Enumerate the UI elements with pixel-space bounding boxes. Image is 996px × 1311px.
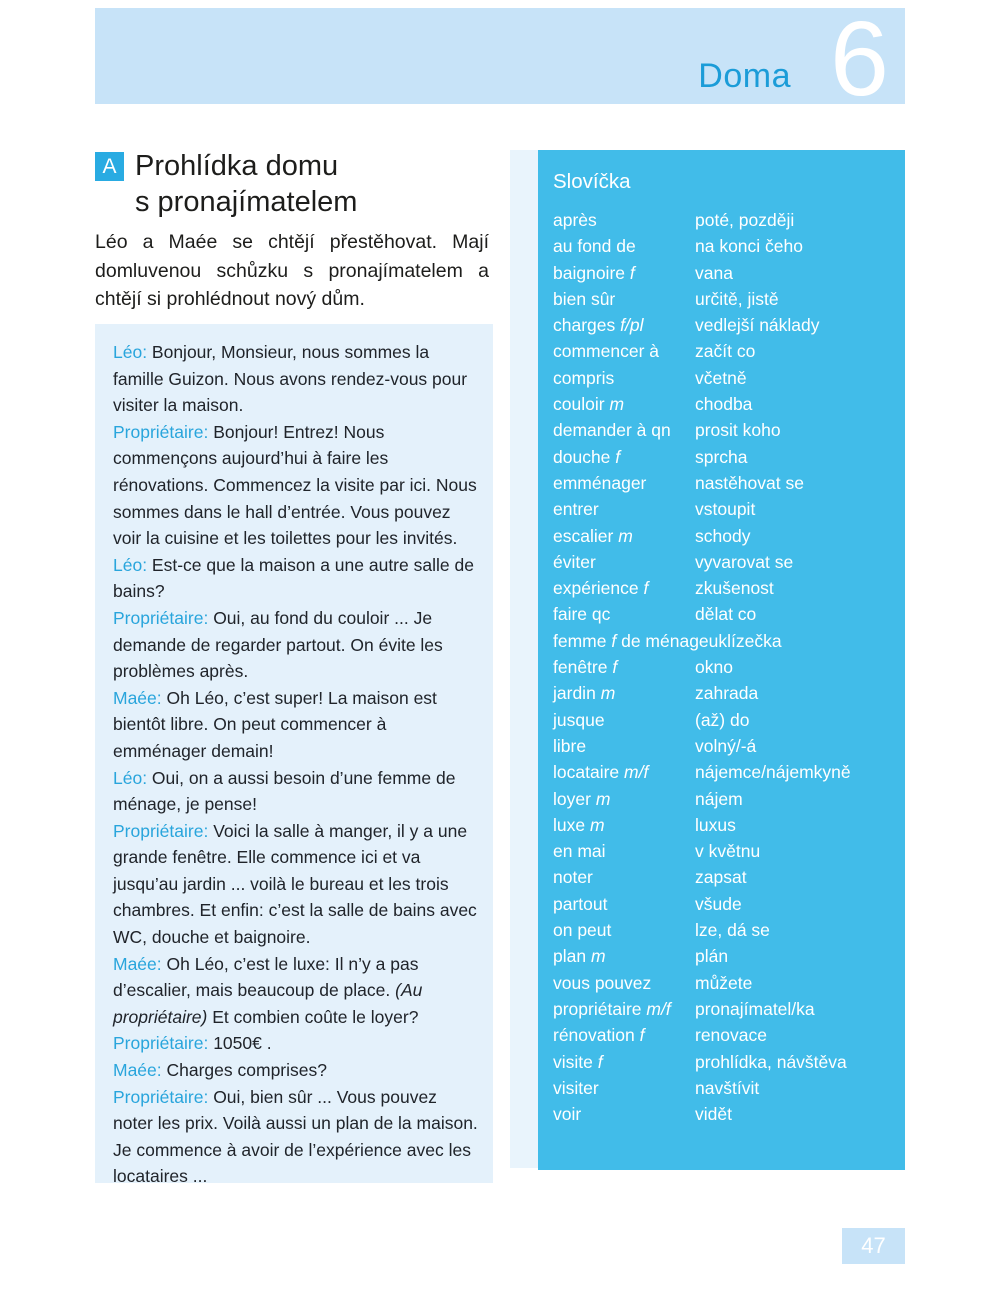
vocab-french-term: locataire m/f [553, 762, 649, 783]
vocab-row [553, 444, 897, 470]
vocab-row [553, 470, 897, 496]
dialogue-entry: Propriétaire: Oui, au fond du couloir ... Je demande de regarder partout. On évite les problèmes après. [113, 607, 443, 682]
section-title-line2: s pronajímatelem [135, 186, 358, 218]
dialogue-speaker: Propriétaire: [113, 1033, 209, 1054]
vocab-french-term: éviter [553, 551, 596, 572]
section-heading [95, 148, 495, 220]
vocab-row [553, 812, 897, 838]
vocab-row [553, 943, 897, 969]
vocab-french-term: expérience f [553, 578, 649, 599]
vocab-czech-translation: dělat co [695, 604, 757, 625]
vocab-czech-translation: včetně [695, 367, 747, 388]
vocab-row [553, 759, 897, 785]
vocab-row [553, 891, 897, 917]
chapter-number: 6 [830, 0, 889, 118]
page-number: 47 [861, 1233, 886, 1258]
vocab-czech-translation: vana [695, 262, 733, 283]
vocab-row [553, 1075, 897, 1101]
vocab-row [553, 233, 897, 259]
vocab-czech-translation: chodba [695, 394, 753, 415]
dialogue-entry: Propriétaire: Bonjour! Entrez! Nous commençons aujourd’hui à faire les rénovations. Commencez la visite par ici. Nous sommes dans le hall d’entrée. Vous pouvez voir la cuisine et les toilettes pour les invités. [113, 421, 477, 549]
dialogue-stage-direction: (Au propriétaire) [113, 980, 423, 1027]
vocab-french-term: charges f/pl [553, 315, 644, 336]
dialogue-speaker: Propriétaire: [113, 421, 209, 442]
vocab-czech-translation: zahrada [695, 683, 759, 704]
section-title-line1: Prohlídka domu [135, 150, 339, 182]
vocab-gender-marker: m/f [624, 762, 649, 783]
vocab-czech-translation: vidět [695, 1104, 732, 1125]
vocab-czech-translation: nastěhovat se [695, 472, 804, 493]
vocab-row [553, 312, 897, 338]
vocab-french-term: propriétaire m/f [553, 998, 671, 1019]
vocab-row [553, 575, 897, 601]
dialogue-speaker: Propriétaire: [113, 1086, 209, 1107]
vocab-gender-marker: f [611, 630, 617, 651]
vocab-french-term: partout [553, 893, 608, 914]
vocab-czech-translation: na konci čeho [695, 236, 803, 257]
dialogue-entry: Léo: Oui, on a aussi besoin d’une femme de ménage, je pense! [113, 767, 456, 815]
vocab-french-term: jusque [553, 709, 605, 730]
vocab-czech-translation: luxus [695, 814, 736, 835]
vocab-row [553, 417, 897, 443]
vocab-gender-marker: f [597, 1051, 603, 1072]
vocab-french-term: escalier m [553, 525, 633, 546]
dialogue-entry: Propriétaire: Oui, bien sûr ... Vous pouvez noter les prix. Voilà aussi un plan de la maison. Je commence à avoir de l’expérience avec les locataires ... [113, 1086, 478, 1187]
vocab-row [553, 260, 897, 286]
vocab-row [553, 680, 897, 706]
vocab-czech-translation: v květnu [695, 841, 761, 862]
vocab-row [553, 707, 897, 733]
vocab-czech-translation: vyvarovat se [695, 551, 794, 572]
vocab-czech-translation: (až) do [695, 709, 750, 730]
vocab-czech-translation: zapsat [695, 867, 747, 888]
vocab-french-term: après [553, 210, 597, 230]
vocab-czech-translation: nájem [695, 788, 743, 809]
vocab-french-term: fenêtre f [553, 657, 618, 678]
chapter-banner [95, 0, 905, 118]
vocab-french-term: couloir m [553, 394, 625, 415]
vocab-french-term: visite f [553, 1051, 603, 1072]
vocab-gender-marker: f [629, 262, 635, 283]
dialogue-entry: Maée: Charges comprises? [113, 1060, 327, 1081]
vocab-french-term: libre [553, 735, 587, 756]
vocab-czech-translation: nájemce/nájemkyně [695, 762, 851, 783]
vocab-gender-marker: m [618, 525, 633, 546]
dialogue-entry: Maée: Oh Léo, c’est super! La maison est bientôt libre. On peut commencer à emménager demain! [113, 687, 437, 761]
vocab-accent-strip [510, 150, 538, 1168]
vocab-french-term: emménager [553, 472, 647, 493]
vocab-row [553, 786, 897, 812]
dialogue-speaker: Maée: [113, 687, 162, 708]
vocab-czech-translation: prohlídka, návštěva [695, 1051, 847, 1072]
vocabulary-box [538, 150, 905, 1170]
vocab-gender-marker: f [639, 1025, 645, 1046]
vocab-row [553, 1022, 897, 1048]
vocab-row [553, 549, 897, 575]
vocab-french-term: demander à qn [553, 420, 671, 441]
vocab-french-term: en mai [553, 841, 606, 862]
dialogue-speaker: Maée: [113, 1060, 162, 1081]
vocabulary-title: Slovíčka [553, 170, 631, 193]
vocab-czech-translation: pronajímatel/ka [695, 998, 815, 1019]
vocab-french-term: visiter [553, 1077, 599, 1098]
vocab-czech-translation: lze, dá se [695, 920, 770, 941]
vocab-row [553, 864, 897, 890]
vocab-gender-marker: m [609, 394, 625, 415]
dialogue-entry: Léo: Bonjour, Monsieur, nous sommes la famille Guizon. Nous avons rendez-vous pour visiter la maison. [113, 342, 468, 416]
vocab-french-term: bien sûr [553, 288, 616, 309]
vocab-czech-translation: plán [695, 946, 729, 967]
vocab-french-term: noter [553, 867, 593, 888]
vocab-gender-marker: f [612, 657, 618, 678]
vocab-row [553, 1101, 897, 1127]
vocab-gender-marker: m [589, 814, 605, 835]
vocab-french-term: entrer [553, 499, 599, 520]
vocab-czech-translation: začít co [695, 341, 756, 362]
vocab-gender-marker: f [615, 446, 621, 467]
page-number-badge [842, 1228, 905, 1264]
vocab-french-term: vous pouvez [553, 972, 652, 993]
section-letter-badge: A [95, 152, 124, 181]
vocab-czech-translation: zkušenost [695, 578, 774, 599]
dialogue-speaker: Léo: [113, 342, 148, 362]
vocab-french-term: voir [553, 1104, 582, 1125]
vocab-french-term: loyer m [553, 788, 611, 809]
vocab-czech-translation: prosit koho [695, 420, 781, 441]
vocab-row [553, 628, 897, 654]
vocab-french-term: faire qc [553, 604, 611, 625]
vocabulary-list [553, 207, 897, 1127]
vocab-french-term: baignoire f [553, 262, 635, 283]
vocab-row [553, 391, 897, 417]
dialogue-entry: Léo: Est-ce que la maison a une autre salle de bains? [113, 554, 474, 602]
vocab-czech-translation: vstoupit [695, 499, 756, 520]
section-intro: Léo a Maée se chtějí přestěhovat. Mají domluvenou schůzku s pronajímatelem a chtějí si prohlédnout nový dům. [95, 231, 489, 310]
vocab-row [553, 601, 897, 627]
vocab-czech-translation: renovace [695, 1025, 767, 1046]
vocab-row [553, 207, 897, 233]
vocab-row [553, 365, 897, 391]
vocab-french-term: plan m [553, 946, 606, 967]
vocab-czech-translation: můžete [695, 972, 753, 993]
vocab-french-term: douche f [553, 446, 621, 467]
vocab-french-term: jardin m [553, 683, 616, 704]
vocab-czech-translation: poté, později [695, 210, 795, 230]
dialogue-speaker: Léo: [113, 554, 148, 575]
vocab-czech-translation: vedlejší náklady [695, 315, 820, 336]
vocab-czech-translation: schody [695, 525, 751, 546]
vocab-french-term: femme f de ménage [553, 630, 709, 651]
dialogue-entry: Propriétaire: 1050€ . [113, 1033, 272, 1054]
dialogue-speaker: Maée: [113, 953, 162, 974]
vocab-row [553, 838, 897, 864]
vocab-row [553, 654, 897, 680]
vocab-czech-translation: určitě, jistě [695, 288, 779, 309]
vocab-czech-translation: okno [695, 657, 733, 678]
vocab-row [553, 996, 897, 1022]
vocab-row [553, 917, 897, 943]
vocab-row [553, 1049, 897, 1075]
vocab-gender-marker: m [590, 946, 606, 967]
chapter-title: Doma [698, 57, 791, 95]
vocab-row [553, 496, 897, 522]
vocab-gender-marker: f [643, 578, 649, 599]
vocab-row [553, 970, 897, 996]
dialogue-entry: Maée: Oh Léo, c’est le luxe: Il n’y a pas d’escalier, mais beaucoup de place. (Au propriétaire) Et combien coûte le loyer? [113, 953, 423, 1027]
vocab-gender-marker: m [600, 683, 616, 704]
vocab-gender-marker: m/f [646, 998, 671, 1019]
vocab-gender-marker: f/pl [620, 315, 644, 336]
vocab-row [553, 338, 897, 364]
vocab-czech-translation: uklízečka [708, 630, 782, 651]
section-title [135, 148, 357, 220]
vocab-row [553, 286, 897, 312]
vocab-gender-marker: m [595, 788, 611, 809]
vocab-french-term: compris [553, 367, 615, 388]
vocab-french-term: luxe m [553, 814, 605, 835]
vocab-row [553, 523, 897, 549]
dialogue-speaker: Propriétaire: [113, 607, 209, 628]
vocab-row [553, 733, 897, 759]
vocab-french-term: au fond de [553, 236, 636, 257]
vocab-czech-translation: volný/-á [695, 735, 757, 756]
dialogue-entry: Propriétaire: Voici la salle à manger, il y a une grande fenêtre. Elle commence ici et va jusqu’au jardin ... voilà le bureau et les trois chambres. Et enfin: c’est la salle de bains avec WC, douche et baignoire. [113, 820, 477, 948]
dialogue-box [95, 324, 493, 1187]
vocab-french-term: commencer à [553, 341, 660, 362]
vocab-czech-translation: navštívit [695, 1077, 760, 1098]
vocab-czech-translation: všude [695, 893, 742, 914]
vocab-french-term: rénovation f [553, 1025, 645, 1046]
dialogue-speaker: Propriétaire: [113, 820, 209, 841]
vocab-czech-translation: sprcha [695, 446, 748, 467]
dialogue-speaker: Léo: [113, 767, 148, 788]
vocab-french-term: on peut [553, 920, 612, 941]
